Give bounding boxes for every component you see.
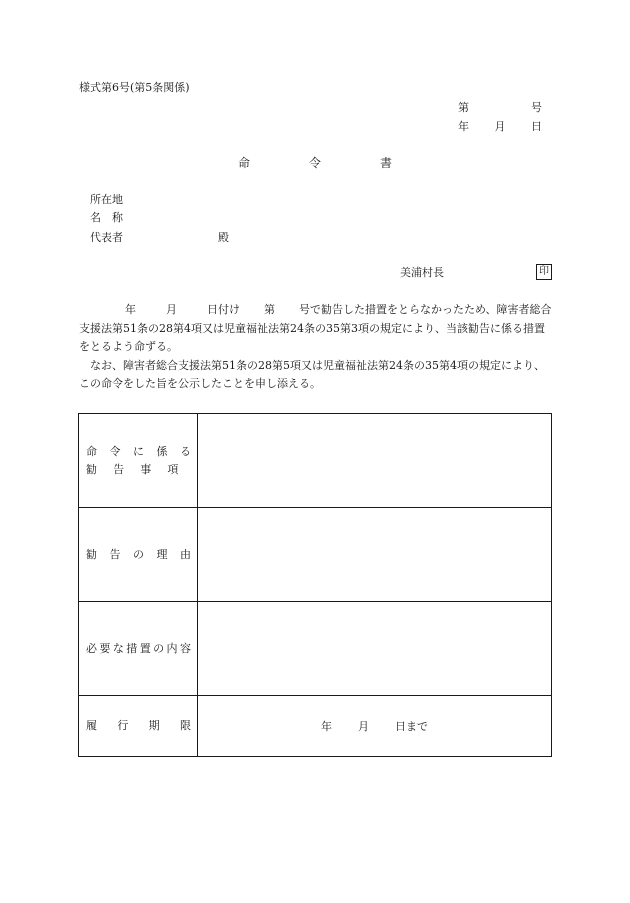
order-details-table xyxy=(78,413,552,757)
p1-year: 年 xyxy=(125,303,136,316)
p1-day: 日付け xyxy=(207,303,240,316)
title-char: 命 xyxy=(238,156,251,170)
required-measures-label: 必 要 な 措 置 の 内 容 xyxy=(79,602,198,696)
date-year: 年 xyxy=(458,120,469,133)
order-body xyxy=(79,301,552,394)
recommendation-reason-value xyxy=(198,508,552,602)
required-measures-value xyxy=(198,602,552,696)
body-paragraph-1 xyxy=(79,301,552,357)
number-suffix: 号 xyxy=(531,101,542,114)
representative-label: 代表者 xyxy=(90,231,123,244)
table-row xyxy=(79,414,552,508)
document-title xyxy=(238,156,392,170)
deadline-value xyxy=(198,696,552,757)
p2-text: なお、障害者総合支援法第51条の28第5項又は児童福祉法第24条の35第4項の規定により、この命令をした旨を公示したことを申し添える。 xyxy=(79,358,545,390)
p1-no: 第 xyxy=(264,303,275,316)
title-char: 書 xyxy=(379,156,392,170)
date-month: 月 xyxy=(494,120,506,133)
table-row xyxy=(79,508,552,602)
table-row xyxy=(79,696,552,757)
form-id: 様式第6号(第5条関係) xyxy=(79,81,190,94)
seal-mark: 印 xyxy=(536,264,552,280)
p1-month: 月 xyxy=(166,303,177,316)
recommendation-reason-label: 勧 告 の 理 由 xyxy=(79,508,198,602)
document-number xyxy=(458,101,542,115)
issuer-title: 美浦村長 xyxy=(400,266,444,279)
document-date xyxy=(458,120,542,134)
number-prefix: 第 xyxy=(458,101,469,114)
location-label: 所在地 xyxy=(90,193,123,206)
name-label: 名 称 xyxy=(90,211,123,224)
recommendation-items-value xyxy=(198,414,552,508)
honorific: 殿 xyxy=(218,231,229,244)
p1-rest: 号で勧告した措置をとらなかったため、障害者総合支援法第51条の28第4項又は児童福祉法第24条の35第3項の規定により、当該勧告に係る措置をとるよう命ずる。 xyxy=(79,303,552,353)
deadline-day: 日まで xyxy=(395,720,428,733)
table-row xyxy=(79,602,552,696)
deadline-year: 年 xyxy=(321,720,332,733)
deadline-month: 月 xyxy=(358,720,369,733)
deadline-label: 履 行 期 限 xyxy=(79,696,198,757)
title-char: 令 xyxy=(308,156,321,170)
body-paragraph-2 xyxy=(79,357,552,394)
date-day: 日 xyxy=(531,120,542,133)
recommendation-items-label: 命 令 に 係 る 勧 告 事 項 xyxy=(79,414,198,508)
